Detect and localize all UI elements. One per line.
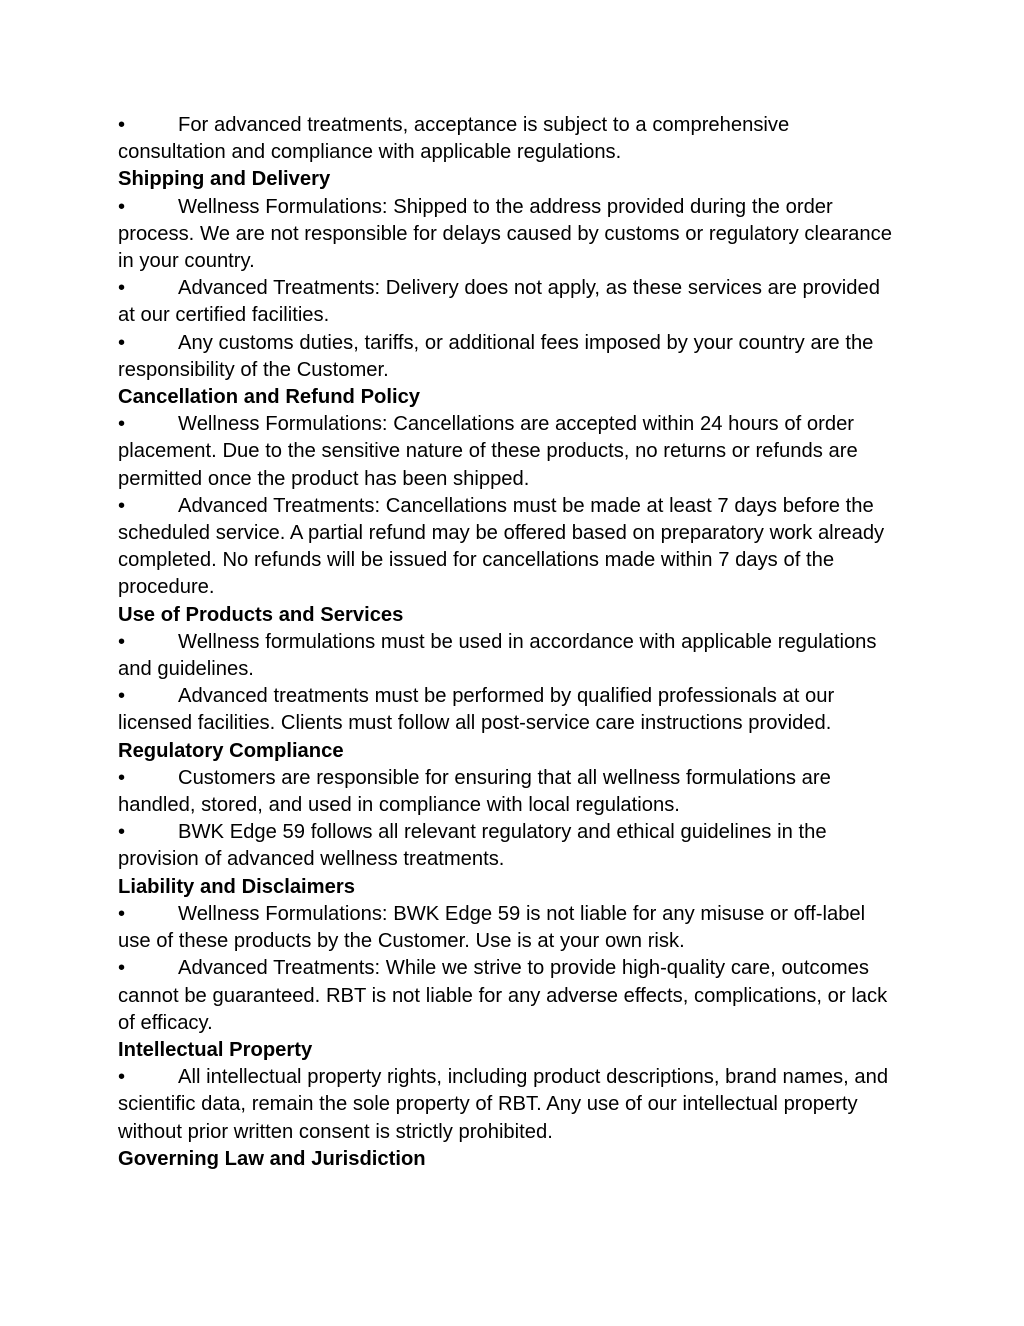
bullet-item-text: Advanced Treatments: Delivery does not apply, as these services are provided at our certified facilities. — [118, 277, 880, 327]
bullet-item — [118, 330, 902, 384]
bullet-item-text: Wellness Formulations: BWK Edge 59 is not liable for any misuse or off-label use of these products by the Customer. Use is at your own risk. — [118, 902, 866, 953]
section-heading: Liability and Disclaimers — [118, 875, 355, 898]
bullet-item-text: Wellness Formulations: Shipped to the address provided during the order process. We are not responsible for delays caused by customs or regulatory clearance in your country. — [118, 195, 892, 273]
bullet-item-text: Advanced Treatments: Cancellations must be made at least 7 days before the scheduled service. A partial refund may be offered based on preparatory work already completed. No refunds will be issued for cancellations made within 7 days of the procedure. — [118, 494, 885, 599]
bullet-item — [118, 1064, 902, 1146]
bullet-item-text: Wellness formulations must be used in accordance with applicable regulations and guidelines. — [118, 630, 877, 681]
bullet-point-icon: • — [118, 195, 126, 218]
bullet-point-icon: • — [118, 766, 126, 789]
bullet-point-icon: • — [118, 277, 126, 300]
bullet-point-icon: • — [118, 413, 126, 436]
bullet-item — [118, 194, 902, 276]
bullet-item — [118, 629, 902, 683]
section-heading: Regulatory Compliance — [118, 739, 344, 762]
bullet-point-icon: • — [118, 902, 126, 925]
bullet-item-text: Any customs duties, tariffs, or additional fees imposed by your country are the responsibility of the Customer. — [118, 331, 874, 381]
bullet-item-text: All intellectual property rights, including product descriptions, brand names, and scientific data, remain the sole property of RBT. Any use of our intellectual property without prior written consent is strictly prohibited. — [118, 1066, 889, 1143]
bullet-point-icon: • — [118, 957, 126, 980]
bullet-point-icon: • — [118, 1066, 126, 1089]
bullet-item-text: BWK Edge 59 follows all relevant regulatory and ethical guidelines in the provision of advanced wellness treatments. — [118, 821, 827, 871]
bullet-item — [118, 819, 902, 873]
bullet-item — [118, 765, 902, 819]
section-heading: Use of Products and Services — [118, 603, 404, 626]
bullet-item-text: Advanced Treatments: While we strive to provide high-quality care, outcomes cannot be guaranteed. RBT is not liable for any adverse effects, complications, or lack of efficacy. — [118, 957, 888, 1034]
bullet-point-icon: • — [118, 630, 126, 653]
section-heading: Shipping and Delivery — [118, 168, 331, 191]
bullet-point-icon: • — [118, 494, 126, 517]
bullet-point-icon: • — [118, 685, 126, 708]
bullet-item — [118, 955, 902, 1037]
bullet-item-text: Customers are responsible for ensuring that all wellness formulations are handled, stored, and used in compliance with local regulations. — [118, 766, 831, 817]
bullet-item-text: Advanced treatments must be performed by qualified professionals at our licensed facilities. Clients must follow all post-service care instructions provided. — [118, 685, 835, 735]
bullet-item — [118, 112, 902, 166]
bullet-item-text: Wellness Formulations: Cancellations are accepted within 24 hours of order placement. Due to the sensitive nature of these products, no returns or refunds are permitted once the product has been shipped. — [118, 413, 858, 490]
bullet-item — [118, 411, 902, 493]
bullet-item — [118, 275, 902, 329]
bullet-point-icon: • — [118, 821, 126, 844]
bullet-item-text: For advanced treatments, acceptance is subject to a comprehensive consultation and compliance with applicable regulations. — [118, 114, 790, 164]
document-body — [118, 112, 902, 1173]
bullet-item — [118, 901, 902, 955]
section-heading: Intellectual Property — [118, 1038, 313, 1061]
section-heading: Cancellation and Refund Policy — [118, 386, 421, 409]
bullet-point-icon: • — [118, 331, 126, 354]
bullet-item — [118, 493, 902, 602]
section-heading: Governing Law and Jurisdiction — [118, 1147, 426, 1170]
bullet-item — [118, 683, 902, 737]
bullet-point-icon: • — [118, 114, 126, 136]
